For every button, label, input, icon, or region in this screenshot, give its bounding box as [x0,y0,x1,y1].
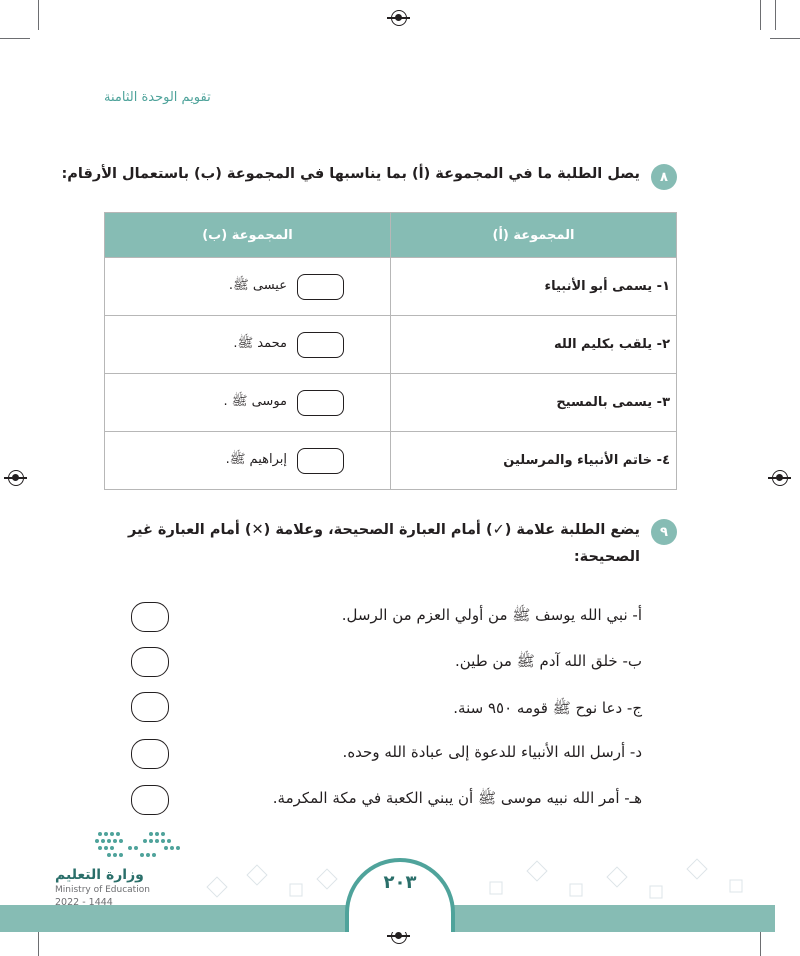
question-number-9: ٩ [651,519,677,545]
number-answer-box[interactable] [297,390,344,416]
decorative-pattern [190,850,770,908]
answer-oval[interactable] [131,692,169,722]
ministry-name-en: Ministry of Education [55,885,150,895]
table-row [105,316,677,374]
statement-b: ب- خلق الله آدم ﷺ من طين. [455,652,642,670]
registration-mark-icon [391,10,407,26]
group-b-item: إبراهيم ﷺ. [225,452,287,467]
page-number: ٢٠٣ [383,872,417,893]
ministry-name-ar: وزارة التعليم [55,867,144,883]
answer-oval[interactable] [131,785,169,815]
question-8-text: يصل الطلبة ما في المجموعة (أ) بما يناسبها في المجموعة (ب) باستعمال الأرقام: [61,166,640,182]
header-group-b: المجموعة (ب) [105,213,391,258]
crop-mark [775,0,776,30]
registration-mark-icon [8,470,24,486]
answer-oval[interactable] [131,647,169,677]
crop-mark [38,0,39,30]
registration-mark-icon [772,470,788,486]
crop-mark [0,38,30,39]
matching-table [104,212,677,490]
answer-oval[interactable] [131,739,169,769]
group-a-item: ٣- يسمى بالمسيح [391,374,677,432]
group-a-item: ٢- يلقب بكليم الله [391,316,677,374]
table-row [105,258,677,316]
running-head: تقويم الوحدة الثامنة [104,90,211,105]
question-9-text-line2: الصحيحة: [573,549,640,565]
statement-a: أ- نبي الله يوسف ﷺ من أولي العزم من الرسل. [341,606,642,624]
statement-c: ج- دعا نوح ﷺ قومه ٩٥٠ سنة. [453,699,642,717]
group-b-item: محمد ﷺ. [233,336,287,351]
crop-mark [760,0,761,30]
table-row [105,432,677,490]
group-b-item: موسى ﷺ . [223,394,287,409]
group-b-item: عيسى ﷺ. [228,278,287,293]
statement-e: هـ- أمر الله نبيه موسى ﷺ أن يبني الكعبة في مكة المكرمة. [272,789,642,807]
number-answer-box[interactable] [297,332,344,358]
question-number-8: ٨ [651,164,677,190]
group-a-item: ١- يسمى أبو الأنبياء [391,258,677,316]
answer-oval[interactable] [131,602,169,632]
header-group-a: المجموعة (أ) [391,213,677,258]
crop-mark [770,38,800,39]
number-answer-box[interactable] [297,274,344,300]
group-a-item: ٤- خاتم الأنبياء والمرسلين [391,432,677,490]
statement-d: د- أرسل الله الأنبياء للدعوة إلى عبادة الله وحده. [342,743,642,761]
number-answer-box[interactable] [297,448,344,474]
table-row [105,374,677,432]
edition-year: 2022 - 1444 [55,897,113,908]
question-9-text-line1: يضع الطلبة علامة (✓) أمام العبارة الصحيحة، وعلامة (✕) أمام العبارة غير [128,522,640,538]
